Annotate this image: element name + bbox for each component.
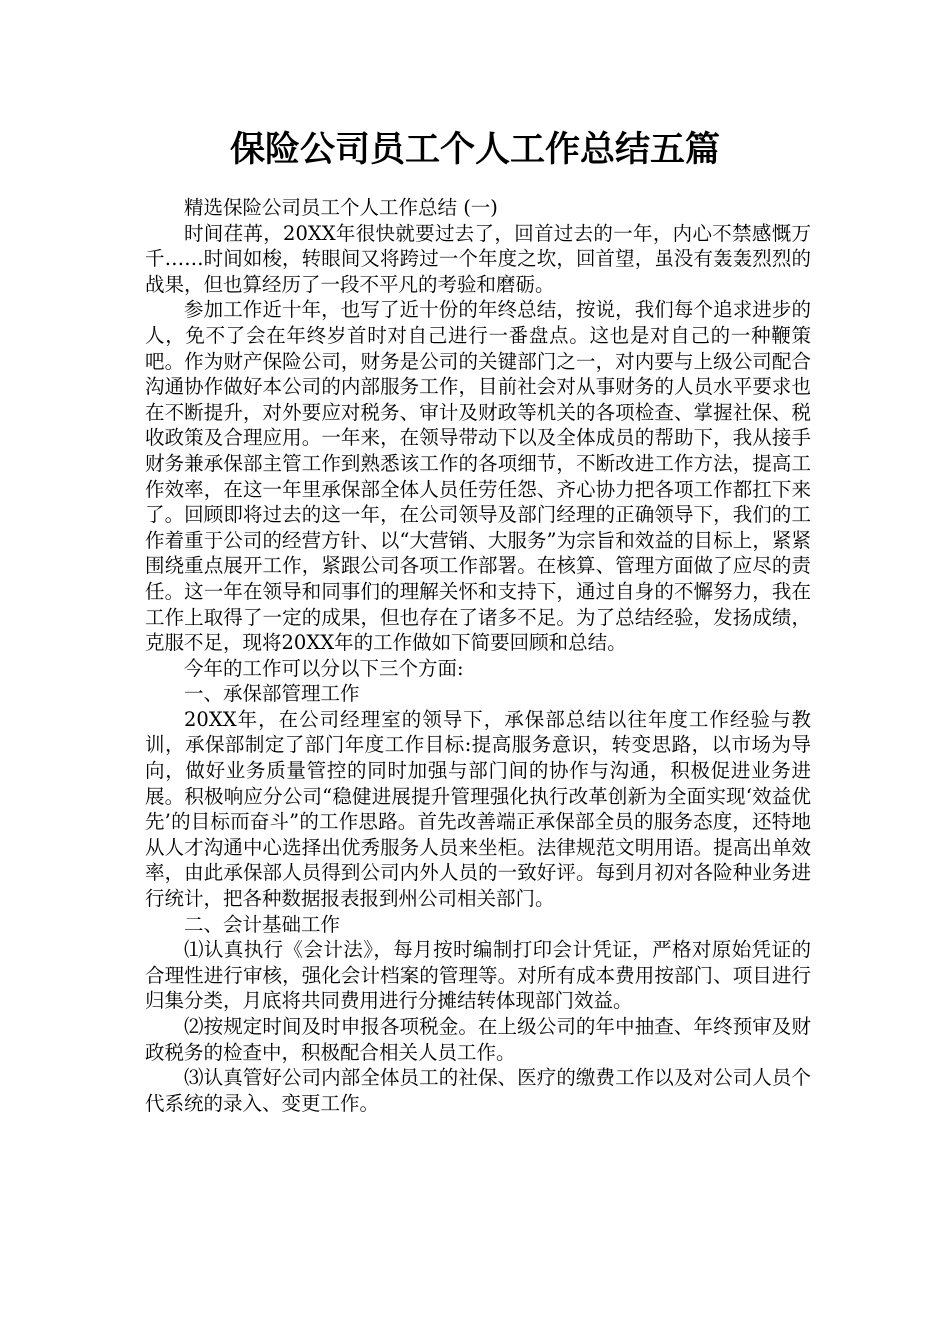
list-item: ⑴认真执行《会计法》，每月按时编制打印会计凭证，严格对原始凭证的合理性进行审核，强化会计档案的管理等。对所有成本费用按部门、项目进行归集分类，月底将共同费用进行分摊结转体现部门效益。 xyxy=(145,938,811,1013)
paragraph: 今年的工作可以分以下三个方面: xyxy=(184,656,464,680)
list-item: ⑵按规定时间及时申报各项税金。在上级公司的年中抽查、年终预审及财政税务的检查中，积极配合相关人员工作。 xyxy=(145,1015,811,1064)
document-title: 保险公司员工个人工作总结五篇 xyxy=(229,130,720,170)
section-heading: 精选保险公司员工个人工作总结 (一) xyxy=(184,196,498,219)
document-body xyxy=(145,195,811,1116)
paragraph: 参加工作近十年，也写了近十份的年终总结，按说，我们每个追求进步的人，免不了会在年终岁首时对自己进行一番盘点。这也是对自己的一种鞭策吧。作为财产保险公司，财务是公司的关键部门之一，对内要与上级公司配合沟通协作做好本公司的内部服务工作，目前社会对从事财务的人员水平要求也在不断提升，对外要应对税务、审计及财政等机关的各项检查、掌握社保、税收政策及合理应用。一年来，在领导带动下以及全体成员的帮助下，我从接手财务兼承保部主管工作到熟悉该工作的各项细节，不断改进工作方法，提高工作效率，在这一年里承保部全体人员任劳任怨、齐心协力把各项工作都扛下来了。回顾即将过去的这一年，在公司领导及部门经理的正确领导下，我们的工作着重于公司的经营方针、以“大营销、大服务”为宗旨和效益的目标上，紧紧围绕重点展开工作，紧跟公司各项工作部署。在核算、管理方面做了应尽的责任。这一年在领导和同事们的理解关怀和支持下，通过自身的不懈努力，我在工作上取得了一定的成果，但也存在了诸多不足。为了总结经验，发扬成绩，克服不足，现将20XX年的工作做如下简要回顾和总结。 xyxy=(145,298,811,655)
section-heading: 一、承保部管理工作 xyxy=(184,682,360,706)
list-item: ⑶认真管好公司内部全体员工的社保、医疗的缴费工作以及对公司人员个代系统的录入、变更工作。 xyxy=(145,1066,811,1115)
section-heading: 二、会计基础工作 xyxy=(184,912,341,936)
paragraph: 时间荏苒，20XX年很快就要过去了，回首过去的一年，内心不禁感慨万千……时间如梭，转眼间又将跨过一个年度之坎，回首望，虽没有轰轰烈烈的战果，但也算经历了一段不平凡的考验和磨砺。 xyxy=(145,221,811,296)
paragraph: 20XX年，在公司经理室的领导下，承保部总结以往年度工作经验与教训，承保部制定了部门年度工作目标:提高服务意识，转变思路，以市场为导向，做好业务质量管控的同时加强与部门间的协作与沟通，积极促进业务进展。积极响应分公司“稳健进展提升管理强化执行改革创新为全面实现‘效益优先’的目标而奋斗”的工作思路。首先改善端正承保部全员的服务态度，还特地从人才沟通中心选择出优秀服务人员来坐柜。法律规范文明用语。提高出单效率，由此承保部人员得到公司内外人员的一致好评。每到月初对各险种业务进行统计，把各种数据报表报到州公司相关部门。 xyxy=(145,707,811,911)
